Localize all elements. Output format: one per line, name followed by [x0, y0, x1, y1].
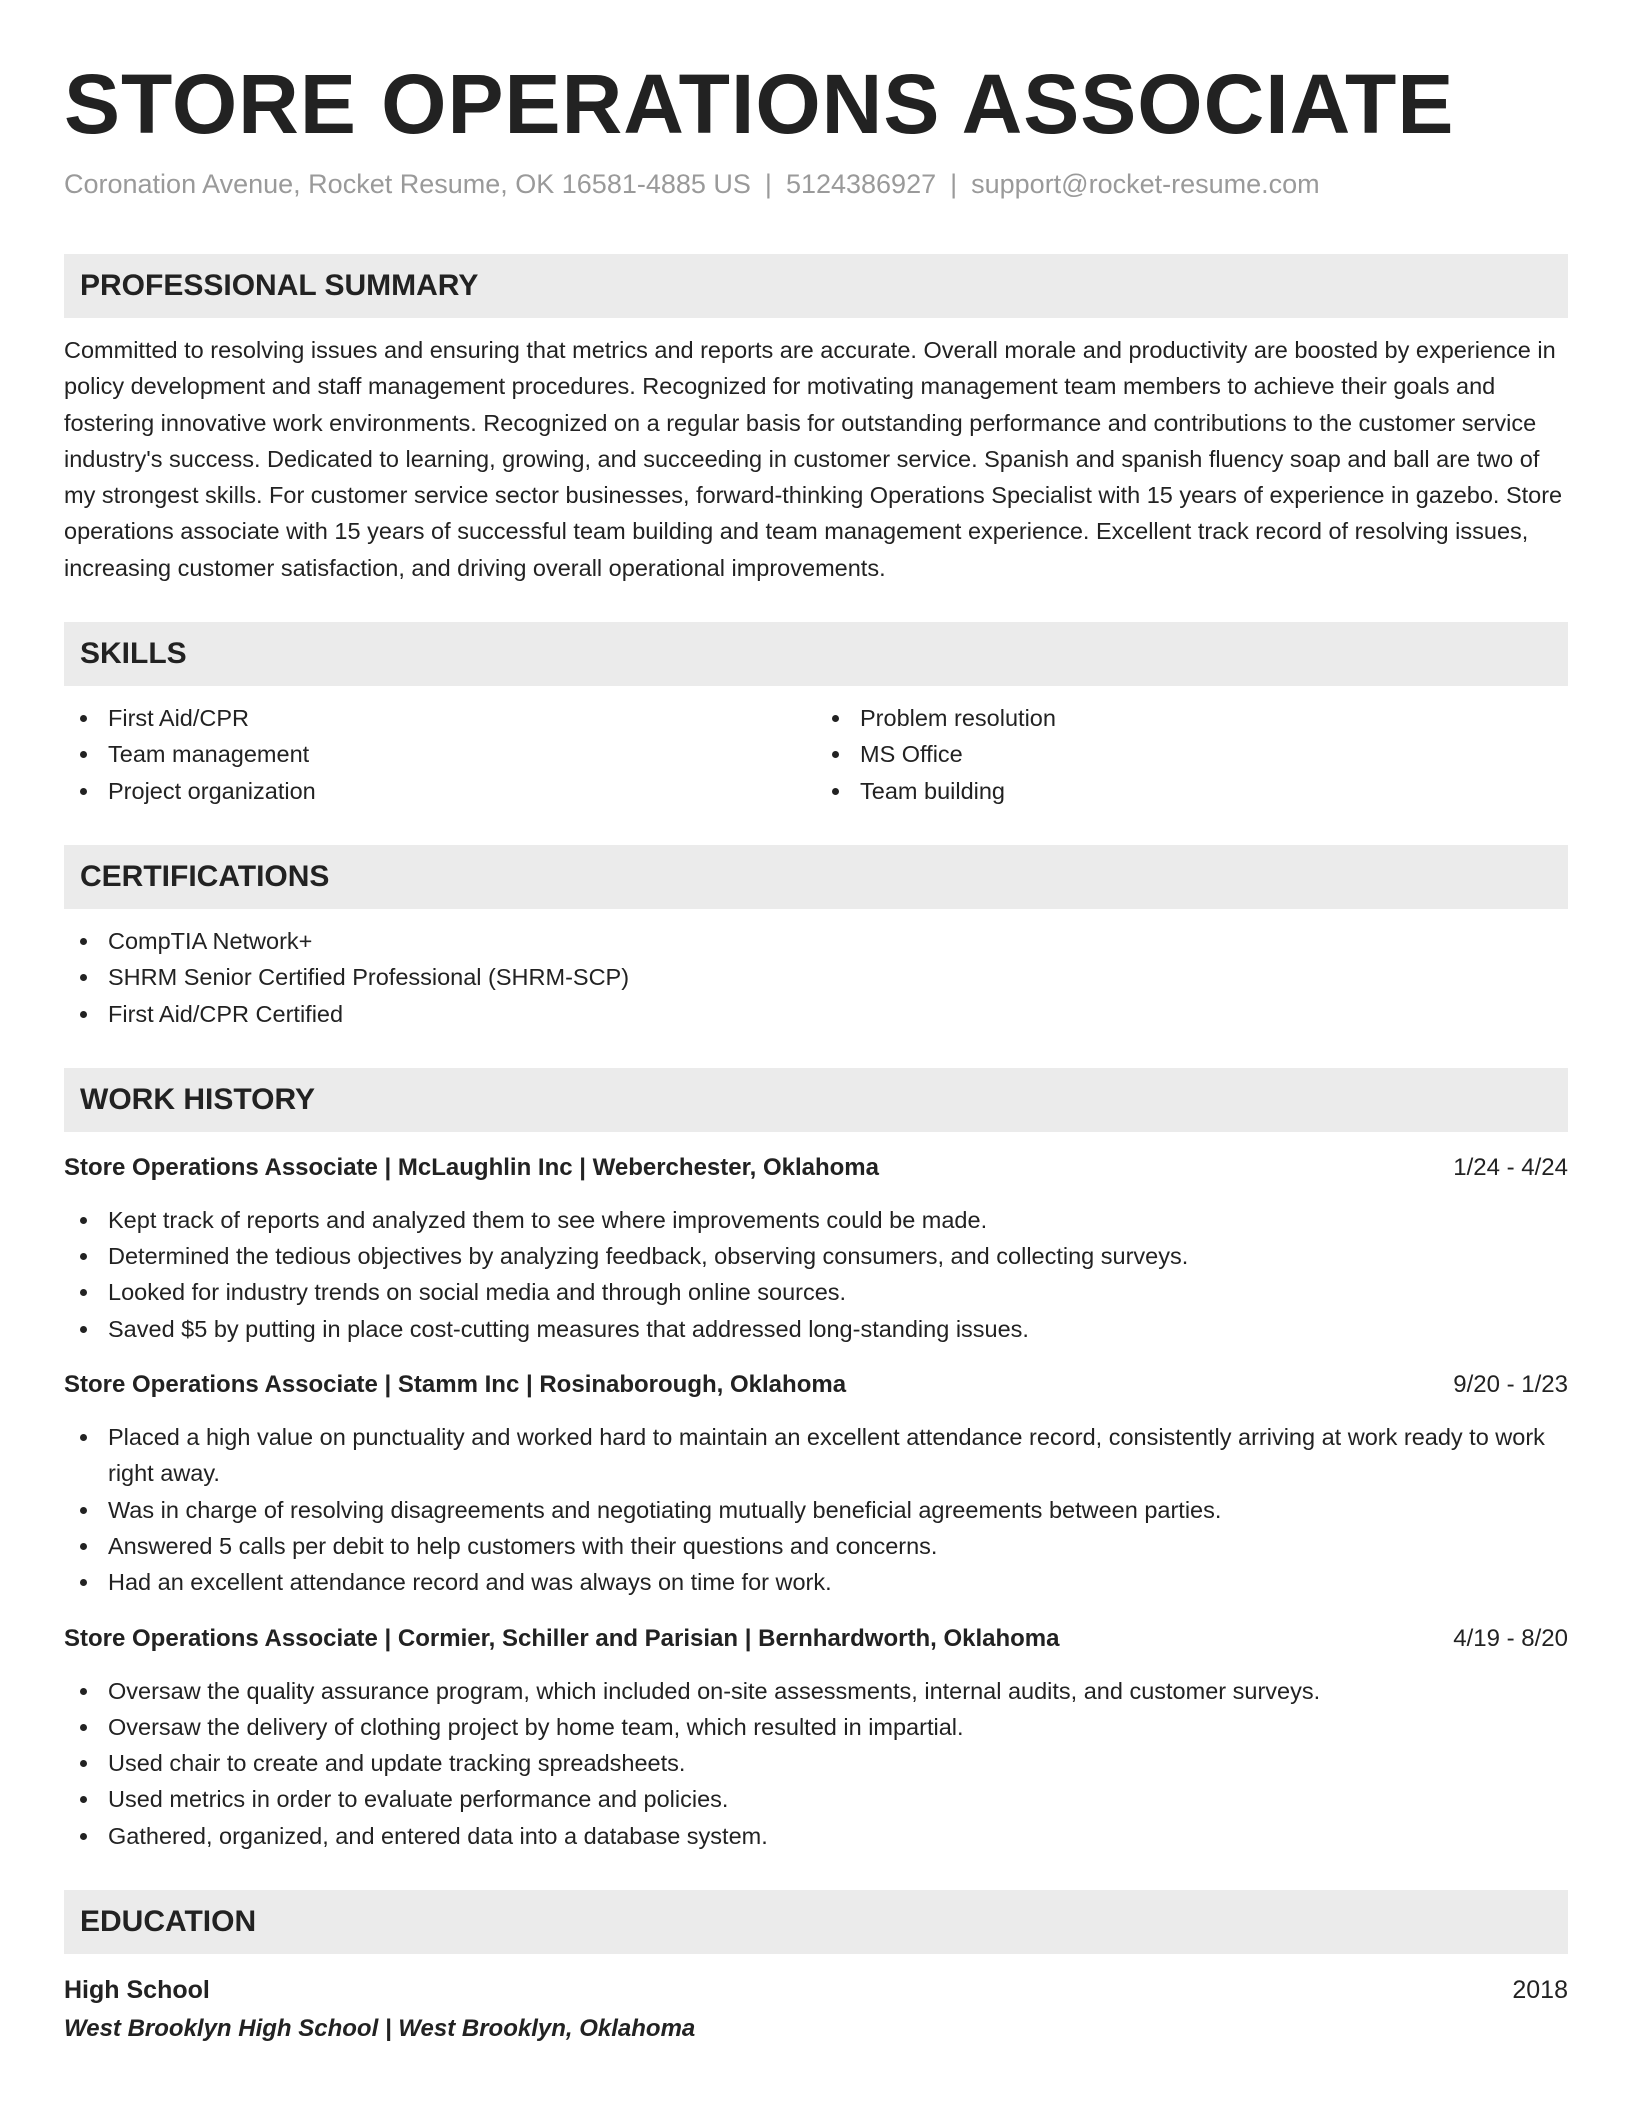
job-dates: 1/24 - 4/24: [1453, 1153, 1568, 1181]
contact-line: [64, 166, 1568, 202]
contact-phone: 5124386927: [785, 169, 937, 199]
job-bullet: Gathered, organized, and entered data into a database system.: [64, 1818, 1568, 1854]
job-bullet: Kept track of reports and analyzed them to see where improvements could be made.: [64, 1202, 1568, 1238]
education-header: [64, 1972, 1568, 2008]
skills-column-right: [816, 700, 1568, 809]
job-bullet: Determined the tedious objectives by analyzing feedback, observing consumers, and collecting surveys.: [64, 1238, 1568, 1274]
contact-address: Coronation Avenue, Rocket Resume, OK 16581-4885 US: [64, 169, 751, 199]
job-bullet: Saved $5 by putting in place cost-cutting measures that addressed long-standing issues.: [64, 1311, 1568, 1347]
certification-item: CompTIA Network+: [64, 923, 1568, 959]
education-year: 2018: [1512, 1976, 1568, 2005]
job-title: Store Operations Associate | Stamm Inc | Rosinaborough, Oklahoma: [64, 1371, 847, 1399]
skill-item: MS Office: [816, 736, 1568, 772]
job-bullet: Had an excellent attendance record and was always on time for work.: [64, 1564, 1568, 1600]
candidate-name: STORE OPERATIONS ASSOCIATE: [64, 57, 1455, 151]
skill-item: Project organization: [64, 773, 816, 809]
skill-item: Problem resolution: [816, 700, 1568, 736]
section-heading-skills: SKILLS: [64, 622, 1568, 686]
skill-item: Team building: [816, 773, 1568, 809]
job-bullets: [64, 1419, 1568, 1600]
job-title: Store Operations Associate | Cormier, Schiller and Parisian | Bernhardworth, Oklahoma: [64, 1624, 1060, 1652]
job-title: Store Operations Associate | McLaughlin Inc | Weberchester, Oklahoma: [64, 1153, 879, 1181]
job-dates: 4/19 - 8/20: [1453, 1624, 1568, 1652]
contact-email: support@rocket-resume.com: [971, 169, 1320, 199]
certification-item: SHRM Senior Certified Professional (SHRM-SCP): [64, 959, 1568, 995]
skills-list: [64, 686, 1568, 809]
job-bullet: Looked for industry trends on social media and through online sources.: [64, 1274, 1568, 1310]
education-degree: High School: [64, 1976, 210, 2005]
job-bullet: Placed a high value on punctuality and worked hard to maintain an excellent attendance record, consistently arriving at work ready to work right away.: [64, 1419, 1568, 1492]
job-bullets: [64, 1202, 1568, 1347]
section-heading-summary: PROFESSIONAL SUMMARY: [64, 254, 1568, 318]
job-bullet: Answered 5 calls per debit to help customers with their questions and concerns.: [64, 1528, 1568, 1564]
section-heading-education: EDUCATION: [64, 1890, 1568, 1954]
skill-item: Team management: [64, 736, 816, 772]
job-bullet: Used metrics in order to evaluate performance and policies.: [64, 1781, 1568, 1817]
job-header: [64, 1621, 1568, 1657]
job-bullet: Used chair to create and update tracking spreadsheets.: [64, 1745, 1568, 1781]
job-bullet: Was in charge of resolving disagreements and negotiating mutually beneficial agreements between parties.: [64, 1492, 1568, 1528]
certification-item: First Aid/CPR Certified: [64, 996, 1568, 1032]
contact-separator: |: [950, 169, 958, 199]
skills-column-left: [64, 700, 816, 809]
job-bullet: Oversaw the delivery of clothing project by home team, which resulted in impartial.: [64, 1709, 1568, 1745]
education-school: West Brooklyn High School | West Brooklyn, Oklahoma: [64, 2015, 696, 2043]
job-bullet: Oversaw the quality assurance program, which included on-site assessments, internal audits, and customer surveys.: [64, 1673, 1568, 1709]
job-dates: 9/20 - 1/23: [1453, 1371, 1568, 1399]
section-heading-work-history: WORK HISTORY: [64, 1068, 1568, 1132]
job-header: [64, 1150, 1568, 1186]
section-heading-certifications: CERTIFICATIONS: [64, 845, 1568, 909]
contact-separator: |: [764, 169, 772, 199]
job-header: [64, 1367, 1568, 1403]
summary-text: Committed to resolving issues and ensuring that metrics and reports are accurate. Overall morale and productivity are boosted by experience in policy development and staff management procedures. Recognized for motivating management team members to achieve their goals and fostering innovative work environments. Recognized on a regular basis for outstanding performance and contributions to the customer service industry's success. Dedicated to learning, growing, and succeeding in customer service. Spanish and spanish fluency soap and ball are two of my strongest skills. For customer service sector businesses, forward-thinking Operations Specialist with 15 years of experience in gazebo. Store operations associate with 15 years of successful team building and team management experience. Excellent track record of resolving issues, increasing customer satisfaction, and driving overall operational improvements.: [64, 337, 1563, 581]
certifications-list: [64, 923, 1568, 1032]
skill-item: First Aid/CPR: [64, 700, 816, 736]
job-bullets: [64, 1673, 1568, 1854]
